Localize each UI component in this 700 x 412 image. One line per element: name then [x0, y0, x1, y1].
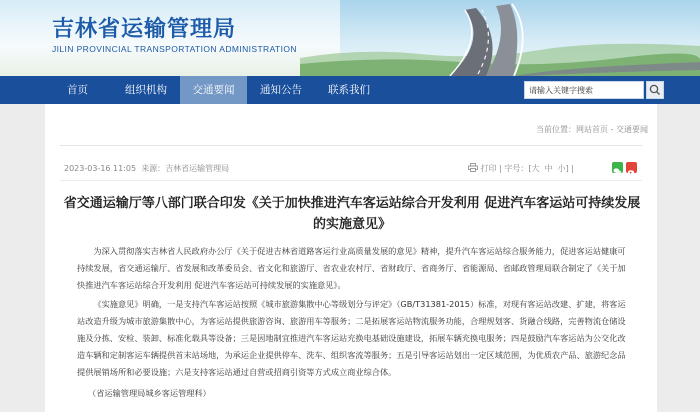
printer-icon[interactable] — [468, 163, 478, 172]
nav-item-home[interactable]: 首页 — [67, 84, 88, 96]
search-button[interactable] — [646, 81, 664, 99]
source-label: 来源： — [141, 164, 166, 173]
weibo-icon — [626, 166, 637, 177]
breadcrumb-separator: - — [608, 125, 616, 134]
breadcrumb-prefix: 当前位置： — [536, 125, 576, 134]
nav-item-organization[interactable]: 组织机构 — [125, 84, 167, 96]
article-paragraph: 为深入贯彻落实吉林省人民政府办公厅《关于促进吉林省道路客运行业高质量发展的意见》精神，提升汽车客运站综合服务能力，促进客运站健康可持续发展，省交通运输厅、省发展和改革委员会、省文化和旅游厅、省农业农村厅、省财政厅、省商务厅、省能源局、省邮政管理局联合制定了《关于加快推进汽车客运站综合开发利用 促进汽车客运站可持续发展的实施意见》。 — [77, 246, 626, 290]
article-title: 省交通运输厅等八部门联合印发《关于加快推进汽车客运站综合开发利用 促进汽车客运站可持续发展的实施意见》 — [63, 196, 641, 232]
breadcrumb — [536, 124, 648, 135]
divider — [60, 145, 642, 146]
publish-date: 2023-03-16 11:05 — [64, 164, 137, 173]
print-link[interactable]: 打印 — [480, 164, 497, 173]
site-title: 吉林省运输管理局 — [52, 17, 237, 42]
highway-scene-image — [300, 0, 700, 76]
font-size-label: 字号： — [504, 164, 529, 173]
font-size-small-link[interactable]: 小 — [557, 164, 566, 173]
wechat-share-icon[interactable] — [612, 162, 623, 173]
search-input[interactable] — [524, 81, 644, 99]
article-paragraph: 《实施意见》明确，一是支持汽车客运站按照《城市旅游集散中心等级划分与评定》（GB/T31381-2015）标准，对现有客运站改建、扩建，将客运站改造升级为城市旅游集散中心，为客运站提供旅游咨询、旅游用车等服务；二是拓展客运站物流服务功能，合理规划客、货融合线路，完善物流仓储设施及分拣、安检、装卸、标准化载具等设备；三是因地制宜推进汽车客运站充换电基础设施建设，拓展车辆充换电服务；四是鼓励汽车客运站为公交化改造车辆和定制客运车辆提供首末站场地，为承运企业提供停车、洗车、组织客流等服务；五是引导客运站划出一定区域范围，为优质农产品、旅游纪念品提供展销场所和必要设施；六是支持客运站通过自营或招商引资等方式成立商业综合体。 — [77, 299, 626, 377]
search-icon — [647, 82, 663, 98]
font-size-large-link[interactable]: 大 — [531, 164, 540, 173]
nav-item-contact[interactable]: 联系我们 — [328, 84, 370, 96]
nav-item-traffic-news[interactable]: 交通要闻 — [180, 76, 247, 104]
font-size-medium-link[interactable]: 中 — [544, 164, 553, 173]
article-meta — [64, 163, 229, 174]
source-name: 吉林省运输管理局 — [165, 164, 230, 173]
article-source-note: （省运输管理局城乡客运管理科） — [88, 388, 211, 398]
header-banner — [0, 0, 700, 76]
divider — [60, 180, 642, 181]
wechat-icon — [612, 166, 623, 177]
nav-item-notices[interactable]: 通知公告 — [260, 84, 302, 96]
breadcrumb-home-link[interactable]: 网站首页 — [576, 125, 608, 134]
article-tools: 打印 | 字号：[大 中 小] | — [468, 163, 574, 174]
weibo-share-icon[interactable] — [626, 162, 637, 173]
site-subtitle: JILIN PROVINCIAL TRANSPORTATION ADMINISTRATION — [52, 44, 297, 54]
breadcrumb-current-link[interactable]: 交通要闻 — [615, 125, 648, 134]
